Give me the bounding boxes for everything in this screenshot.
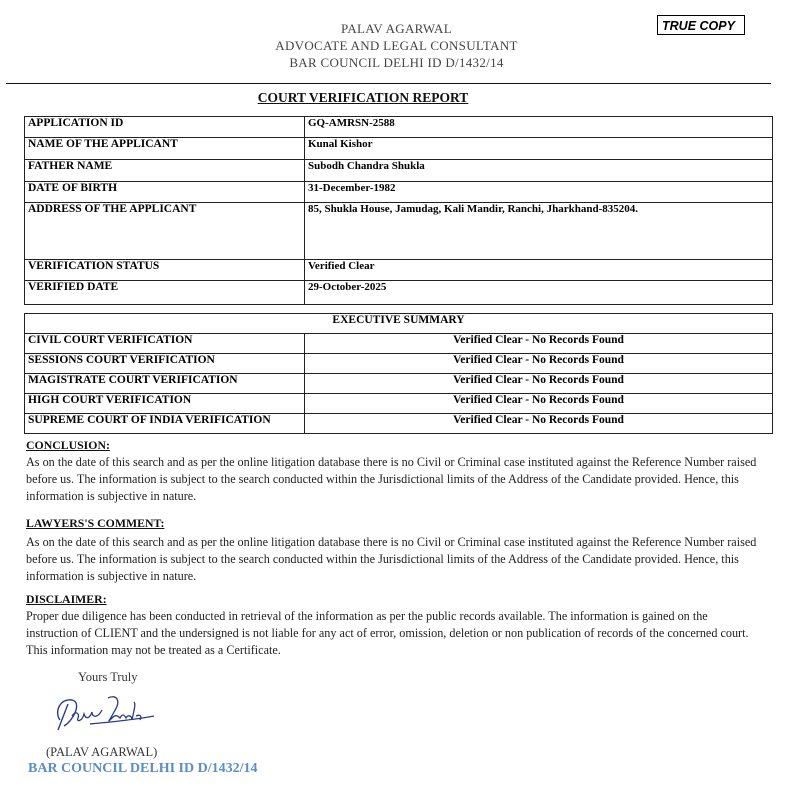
conclusion-section <box>26 437 762 505</box>
conclusion-text: As on the date of this search and as per the online litigation database there is no Civil or Criminal case instituted against the Reference Number raised before us. The information is subject to the search conducted within the Jurisdictional limits of the Address of the Candidate provided. Hence, this information is subjective in nature. <box>26 455 757 503</box>
row-label-applicant-name: NAME OF THE APPLICANT <box>25 138 305 160</box>
date-of-birth-value: 31-December-1982 <box>305 182 773 203</box>
applicant-name-value: Kunal Kishor <box>305 138 773 160</box>
disclaimer-text: Proper due diligence has been conducted in retrieval of the information as per the public records available. The information is gained on the instruction of CLIENT and the undersigned is not liable for any act of error, omission, deletion or non publication of records of the concerned court. This information may not be treated as a Certificate. <box>26 609 749 657</box>
executive-summary-title: EXECUTIVE SUMMARY <box>25 314 773 334</box>
verification-status-value: Verified Clear <box>305 260 773 281</box>
table-row <box>25 117 773 138</box>
application-id-value: GQ-AMRSN-2588 <box>305 117 773 138</box>
signatory-name: (PALAV AGARWAL) <box>46 745 158 759</box>
table-row <box>25 281 773 305</box>
lawyers-comment-text: As on the date of this search and as per the online litigation database there is no Civil or Criminal case instituted against the Reference Number raised before us. The information is subject to the search conducted within the Jurisdictional limits of the Address of the Candidate provided. Hence, this information is subjective in nature. <box>26 535 757 583</box>
true-copy-stamp: TRUE COPY <box>657 15 745 35</box>
summary-label-high-court: HIGH COURT VERIFICATION <box>25 394 305 414</box>
executive-summary-table <box>24 313 773 434</box>
advocate-designation: ADVOCATE AND LEGAL CONSULTANT <box>275 38 518 53</box>
table-row <box>25 334 773 354</box>
summary-label-supreme-court: SUPREME COURT OF INDIA VERIFICATION <box>25 414 305 434</box>
advocate-name: PALAV AGARWAL <box>341 21 452 36</box>
row-label-father-name: FATHER NAME <box>25 160 305 182</box>
row-label-application-id: APPLICATION ID <box>25 117 305 138</box>
verified-date-value: 29-October-2025 <box>305 281 773 305</box>
summary-label-sessions: SESSIONS COURT VERIFICATION <box>25 354 305 374</box>
table-row <box>25 182 773 203</box>
summary-value-sessions: Verified Clear - No Records Found <box>305 354 773 374</box>
report-title: COURT VERIFICATION REPORT <box>257 90 469 105</box>
lawyers-comment-heading: LAWYERS'S COMMENT: <box>26 516 165 530</box>
table-row <box>25 374 773 394</box>
father-name-value: Subodh Chandra Shukla <box>305 160 773 182</box>
disclaimer-heading: DISCLAIMER: <box>26 592 107 606</box>
summary-value-supreme-court: Verified Clear - No Records Found <box>305 414 773 434</box>
address-value: 85, Shukla House, Jamudag, Kali Mandir, Ranchi, Jharkhand-835204. <box>305 203 773 260</box>
row-label-verification-status: VERIFICATION STATUS <box>25 260 305 281</box>
lawyers-comment-section <box>26 515 762 585</box>
header-bar-id: BAR COUNCIL DELHI ID D/1432/14 <box>289 55 504 70</box>
summary-label-magistrate: MAGISTRATE COURT VERIFICATION <box>25 374 305 394</box>
table-row <box>25 138 773 160</box>
applicant-details-table <box>24 116 773 305</box>
row-label-verified-date: VERIFIED DATE <box>25 281 305 305</box>
table-row <box>25 160 773 182</box>
signatory-bar-id: BAR COUNCIL DELHI ID D/1432/14 <box>28 761 258 776</box>
row-label-date-of-birth: DATE OF BIRTH <box>25 182 305 203</box>
signature-icon <box>50 690 162 736</box>
summary-value-civil: Verified Clear - No Records Found <box>305 334 773 354</box>
summary-header-row <box>25 314 773 334</box>
summary-value-high-court: Verified Clear - No Records Found <box>305 394 773 414</box>
row-label-address: ADDRESS OF THE APPLICANT <box>25 203 305 260</box>
summary-label-civil: CIVIL COURT VERIFICATION <box>25 334 305 354</box>
table-row <box>25 260 773 281</box>
summary-value-magistrate: Verified Clear - No Records Found <box>305 374 773 394</box>
header-divider <box>6 83 771 84</box>
table-row <box>25 414 773 434</box>
disclaimer-section <box>26 591 762 659</box>
table-row <box>25 394 773 414</box>
conclusion-heading: CONCLUSION: <box>26 438 110 452</box>
table-row <box>25 203 773 260</box>
closing-salutation: Yours Truly <box>78 670 138 684</box>
table-row <box>25 354 773 374</box>
